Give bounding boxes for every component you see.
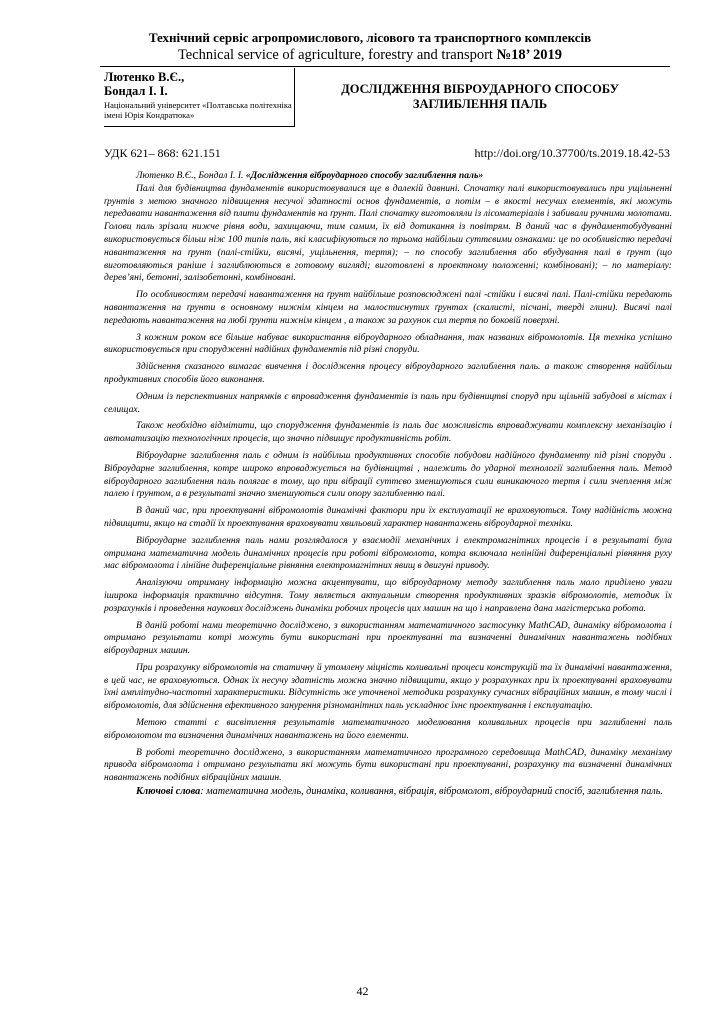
paragraph: Одним із перспективних напрямків є впровадження фундаментів із паль при будівництві споруд при щільній забудові в містах і селищах. (104, 390, 672, 415)
citation-authors: Лютенко В.Є., Бондал І. І. (136, 170, 244, 181)
udc-code: УДК 621– 868: 621.151 (104, 146, 221, 160)
paragraph: Аналізуючи отриману інформацію можна акцентувати, що віброударному методу заглиблення паль мало приділено уваги іширока інформація практично відсутня. Тому являється актуальним створення продуктивних зразків вібромолотів, методик їх розрахунків і проведення наукових досліджень динаміки робочих процесів цих машин на що і направлена дана магістерська робота. (104, 577, 672, 614)
paragraph: Палі для будівництва фундаментів використовувалися ще в далекій давнині. Спочатку палі використовувались при ущільненні ґрунтів з метою значного підвищення несучої здатності основ фундаментів, а потім – в якості несучих елементів, які можуть передавати навантаження від плити фундаментів на ґрунт. Палі спочатку виготовляли із лісоматеріалів і забивали ручними молотами. Голови паль зрізали нижче рівня води, захищаючи, тим самим, їх від дотикання із повітрям. В даний час в фундаментобудуванні використовується більш ніж 100 типів паль, які класифікуються по трьома найбільш суттєвими ознаками: це по особливістю передачі навантаження на ґрунт (палі-стійки, висячі, ущільнення, тертя); – по способу заглиблення або вбудування палі в ґрунт (що виготовляються раніше і заглиблюються в готовому вигляді; виготовлені в проектному положенні; комбіновані); – по матеріалу: дерев’яні, бетонні, залізобетонні, комбіновані. (104, 182, 672, 284)
doi-link[interactable]: http://doi.org/10.37700/ts.2019.18.42-53 (474, 146, 670, 160)
paragraph: В даній роботі нами теоретично досліджено, з використанням математичного застосунку MathCAD, динаміку вібромолота і отримано результати котрі можуть бути використані при проектуванні та визначенні динамічних навантажень подібних віброударних машин. (104, 619, 672, 657)
paragraph: Також необхідно відмітити, що спорудження фундаментів із паль дає можливість впроваджувати комплексну механізацію і автоматизацію технологічних процесів, що значно підвищує продуктивність робіт. (104, 420, 672, 445)
journal-title-en (60, 46, 680, 64)
journal-issue: №18’ 2019 (496, 47, 563, 63)
keywords-label: Ключові слова (136, 786, 201, 798)
paragraph: В роботі теоретично досліджено, з використанням математичного програмного середовища MathCAD, динаміку механізму привода вібромолота і отримано результати які можуть бути використані при проектуванні, розрахунку та визначенні динамічних навантажень подібних вібраційних машин. (104, 746, 672, 784)
paragraph: Віброударне заглиблення паль є одним із найбільш продуктивних способів побудови надійного фундаменту під різні споруди . Віброударне заглиблення, котре широко впроваджується на будівництві , належить до ударної технології заглиблення паль. Метод віброударного заглиблення паль полягає в тому, що при вібрації суттєво зменшуються сили виникаючого тертя і сили зчеплення між палею і ґрунтом, а в результаті значно зменшуються сили опору заглибленню палі. (104, 449, 672, 500)
paragraph: В даний час, при проектуванні вібромолотів динамічні фактори при їх експлуатації не враховуються. Тому надійність можна підвищити, якщо на стадії їх проектування враховувати хвильовий характер навантажень віброударної техніки. (104, 505, 672, 529)
journal-title-uk: Технічний сервіс агропромислового, лісового та транспортного комплексів (148, 30, 592, 45)
journal-title-en-text: Technical service of agriculture, forestry and transport (177, 47, 493, 63)
citation-title: «Дослідження віброударного способу заглиблення паль» (245, 170, 484, 181)
author-affiliation: Національний університет «Полтавська політехніка імені Юрія Кондратюка» (104, 100, 292, 120)
author-names (104, 70, 294, 98)
author-line-1: Лютенко В.Є., (104, 70, 185, 84)
paragraph: Здійснення сказаного вимагає вивчення і дослідження процесу віброударного заглиблення паль. а також створення найбільш продуктивних способів його виконання. (104, 361, 672, 385)
header-divider (100, 66, 670, 67)
paragraph: Віброударне заглиблення паль нами розглядалося у взаємодії механічних і електромагнітних процесів і в результаті була отримана математична модель динамічних процесів при роботі вібромолота, котра включала нелінійні диференціальні рівняння руху мас вібромолота і лінійне диференціальне рівняння електромагнітних явищ в двигуні приводу. (104, 534, 672, 572)
udc-doi-line (104, 146, 670, 160)
journal-header (60, 30, 680, 64)
citation-line (104, 170, 672, 183)
paragraph: Метою статті є висвітлення результатів математичного моделювання коливальних процесів при заглибленні паль вібромолотом та визначення динамічних навантажень на його елементи. (104, 717, 672, 741)
paragraph: З кожним роком все більше набуває використання віброударного обладнання, так названих вібромолотів. Ця техніка успішно використовується при спорудженні надійних фундаментів під різні споруди. (104, 331, 672, 356)
paragraph: При розрахунку вібромолотів на статичну й утомлену міцність коливальні процеси конструкцій та їх динамічні навантаження, в цей час, не враховуються. Однак їх несучу здатність можна значно підвищити, якщо у розрахунках при їх проектуванні враховувати їхні амплітудно-частотні характеристики. Відсутність же уточненої методики розрахунку сучасних вібраційних машин, в тому числі і вібромолотів, для здійснення ефективного занурення різноманітних паль ускладнює їхнє проектування і експлуатацію. (104, 661, 672, 712)
keywords (104, 785, 672, 798)
keywords-text: : математична модель, динаміка, коливання, вібрація, вібромолот, віброударний спосіб, заглиблення паль. (200, 786, 663, 798)
page-number: 42 (356, 984, 369, 998)
author-line-2: Бондал І. І. (104, 84, 168, 98)
author-box (104, 68, 295, 127)
paragraph: По особливостям передачі навантаження на ґрунт найбільше розповсюджені палі -стійки і висячі палі. Палі-стійки передають навантаження на ґрунти в основному нижнім кінцем на малостиснутих ґрунтах (скалисті, пісчані, тверді глини). Висячі палі передають навантаження на любі ґрунти нижнім кінцем , а також за рахунок сил тертя по боковій поверхні. (104, 289, 672, 326)
article-title: ДОСЛІДЖЕННЯ ВІБРОУДАРНОГО СПОСОБУ ЗАГЛИБЛЕННЯ ПАЛЬ (341, 82, 619, 111)
article-abstract (104, 170, 672, 798)
